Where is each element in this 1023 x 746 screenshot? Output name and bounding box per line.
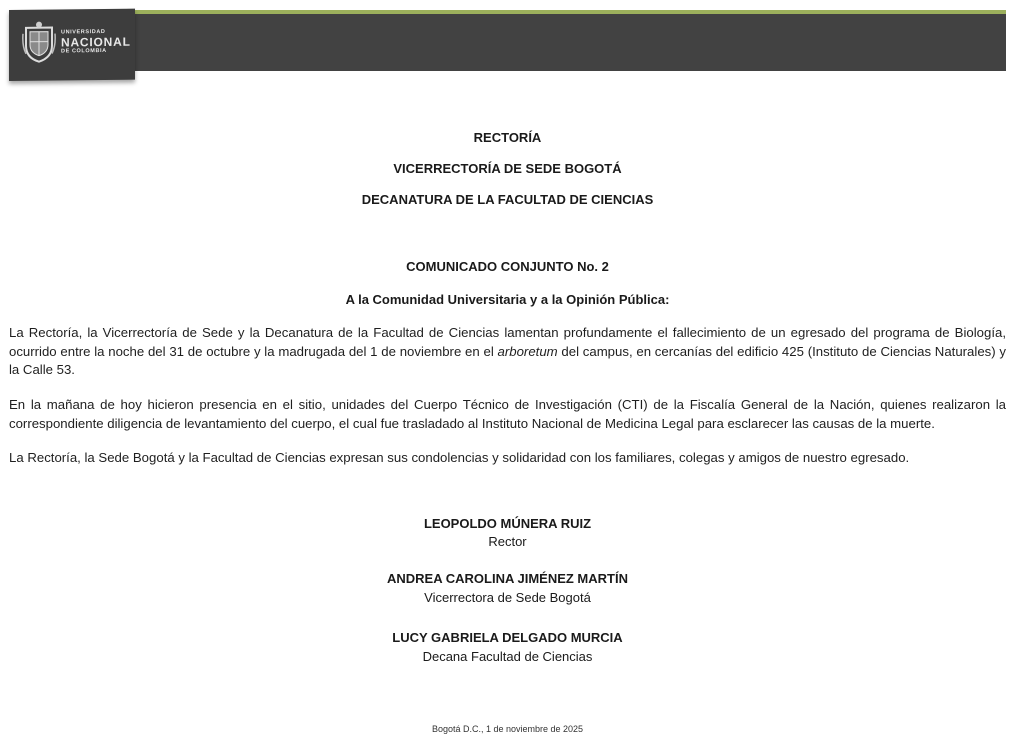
signature-1-name: LEOPOLDO MÚNERA RUIZ (423, 516, 592, 531)
paragraph-1-text-a: La Rectoría, la Vicerrectoría de Sede y la Decanatura de la Facultad de Ciencias lamentan profundamente el fallecimiento de un egresado del programa de Biología, ocurrido entre la noche del 31 de octubre y la madrugada del 1 de noviembre en el (9, 325, 1006, 359)
logo-line-1: UNIVERSIDAD (61, 28, 106, 36)
issuer-vicerrectoria: VICERRECTORÍA DE SEDE BOGOTÁ (393, 161, 622, 176)
paragraph-1 (9, 324, 1006, 380)
paragraph-2: En la mañana de hoy hicieron presencia en el sitio, unidades del Cuerpo Técnico de Investigación (CTI) de la Fiscalía General de la Nación, quienes realizaron la correspondiente diligencia de levantamiento del cuerpo, el cual fue trasladado al Instituto Nacional de Medicina Legal para esclarecer las causas de la muerte. (9, 397, 1006, 431)
header-bar (135, 14, 1006, 71)
issuer-rectoria: RECTORÍA (473, 130, 542, 145)
signature-3-name: LUCY GABRIELA DELGADO MURCIA (392, 630, 623, 645)
signature-1-role: Rector (488, 534, 527, 549)
university-logo (9, 9, 135, 81)
letterhead (9, 10, 1006, 71)
logo-line-3: DE COLOMBIA (61, 47, 107, 55)
place-date-footer: Bogotá D.C., 1 de noviembre de 2025 (431, 724, 584, 734)
logo-line-2: NACIONAL (61, 34, 131, 50)
signature-3-role: Decana Facultad de Ciencias (422, 649, 593, 664)
signature-2-role: Vicerrectora de Sede Bogotá (424, 590, 591, 605)
issuer-decanatura: DECANATURA DE LA FACULTAD DE CIENCIAS (361, 192, 654, 207)
university-crest-icon (22, 20, 56, 64)
paragraph-1-text-b: del campus, en cercanías del edificio 425 (Instituto de Ciencias Naturales) y la Calle 53. (9, 343, 1007, 377)
document-title: COMUNICADO CONJUNTO No. 2 (406, 259, 609, 274)
paragraph-1-italic: arboretum (497, 343, 558, 359)
addressee: A la Comunidad Universitaria y a la Opinión Pública: (345, 292, 670, 307)
paragraph-3: La Rectoría, la Sede Bogotá y la Facultad de Ciencias expresan sus condolencias y solidaridad con los familiares, colegas y amigos de nuestro egresado. (9, 450, 910, 465)
signature-2-name: ANDREA CAROLINA JIMÉNEZ MARTÍN (387, 571, 628, 586)
